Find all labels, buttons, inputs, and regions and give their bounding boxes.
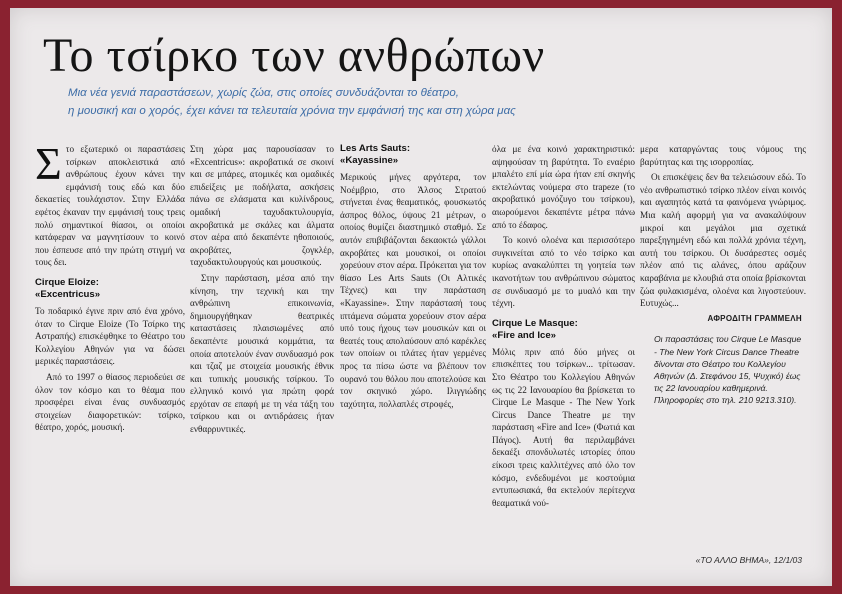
paragraph: Οι επισκέψεις δεν θα τελειώσουν εδώ. Το νέο ανθρωπιστικό τσίρκο πλέον είναι κοινός και αγαπητός κατά τα φαινόμενα γνώριμος. Μια καλή αφορμή για να ανακαλύψουν μικροί και μεγάλοι μια σχετικά παρεξηγημένη εδώ και πολλά χρόνια τέχνη, αυτή του τσίρκου. Οι δυσάρεστες οσμές πλέον από τις αλάνες, όπου αράζουν καραβάνια με κλουβιά στα οποία βρίσκονται ζώα φυλακισμένα, ολοένα και λιγοστεύουν. Ευτυχώς... [640, 172, 806, 309]
paragraph: Μόλις πριν από δύο μήνες οι επισκέπτες του τσίρκων... τρίτωσαν. Στο Θέατρο του Κολλεγίου Αθηνών ως τις 22 Ιανουαρίου θα βρίσκεται το Cirque Le Masque - The New York Circus Dance Theatre με την παράσταση «Fire and Ice» (Φωτιά και Πάγος). Αυτή θα περιλαμβάνει δεκαέξι σπονδυλωτές ιστορίες όπου είκοσι τρεις καλλιτέχνες από όλο τον κόσμο, ενδεδυμένοι με κοστούμια εντυπωσιακά, θα εκτελούν περίτεχνα θεαματικά νού- [492, 346, 635, 508]
paragraph: Μερικούς μήνες αργότερα, τον Νοέμβριο, στο Άλσος Στρατού στήνεται ένας θεαματικός, φουσκωτός άσπρος θόλος, ύψους 21 μέτρων, ο οποίος θυμίζει διαστημικό σταθμό. Σε αυτόν επιβιβάζονται δεκαοκτώ γάλλοι ακροβάτες και μουσικοί, οι οποίοι χορεύουν στον αέρα. Πρόκειται για τον θίασο Les Arts Sauts (Οι Αλτικές Τέχνες) και την παράσταση «Kayassine». Στην παράστασή τους ιπτάμενα σώματα χορεύουν στον αέρα υπό τους ήχους των μουσικών και οι θεατές τους απολαύσουν από καρέκλες των οποίων οι πλάτες ήταν γερμένες προς τα πίσω ώστε να βλέπουν τον ουρανό του θόλου που αποτελούσε και τον σκηνικό χώρο. Ιλιγγιώδης ταχύτητα, πολλαπλές στροφές, [340, 172, 486, 409]
paragraph: Στη χώρα μας παρουσίασαν το «Excentricus»: ακροβατικά σε σκοινί και σε μπάρες, ατομικές και ομαδικές επιδείξεις με ποδήλατα, ασκήσεις πάνω σε ελάσματα και κυλίνδρους, ομαδική ταχυδακτυλουργία, ακροβατικά με σκάλες και άλματα στον αέρα από δεκαπέντε ηθοποιούς, ακροβάτες, ζογκλέρ, ταχυδακτυλουργούς και μουσικούς. [190, 144, 334, 268]
column-1 [35, 143, 185, 563]
subtitle-line-2: η μουσική και ο χορός, έχει κάνει τα τελευταία χρόνια την εμφάνισή της και στη χώρα μας [68, 105, 516, 117]
column-2 [190, 143, 334, 563]
column-5 [640, 143, 806, 563]
section-heading-le-masque: Cirque Le Masque: «Fire and Ice» [492, 317, 578, 341]
column-3 [340, 143, 486, 563]
article-subtitle [68, 84, 628, 120]
paragraph: Από το 1997 ο θίασος περιοδεύει σε όλον τον κόσμο και το θέαμα που προσφέρει είναι ένας συνδυασμός στοιχείων διαφορετικών: τσίρκο, θέατρο, χορός, μουσική. [35, 371, 185, 433]
paragraph: Το ποδαρικό έγινε πριν από ένα χρόνο, όταν το Cirque Eloize (Το Τσίρκο της Αστραπής) επισκέφθηκε το Θέατρο του Κολλεγίου Αθηνών για να δώσει μερικές παραστάσεις. [35, 305, 185, 367]
drop-cap: Σ [35, 143, 62, 189]
newspaper-page [10, 8, 832, 586]
intro-paragraph: το εξωτερικό οι παραστάσεις τσίρκων αποκλειστικά από ανθρώπους έχουν κάνει την εμφάνισή τους εδώ και δύο δεκαετίες τουλάχιστον. Στην Ελλάδα εφέτος έκαναν την εμφάνισή τους τρεις πολύ σημαντικοί θίασοι, οι οποίοι κατάφεραν να μαγνητίσουν το κοινό που έσπευσε από την πρώτη στιγμή να τους δει. [35, 144, 185, 268]
info-caption: Οι παραστάσεις του Cirque Le Masque - The New York Circus Dance Theatre δίνονται στο Θέατρο του Κολλεγίου Αθηνών (Δ. Στεφάνου 15, Ψυχικό) έως τις 22 Ιανουαρίου καθημερινά. Πληροφορίες στο τηλ. 210 9213.310). [654, 334, 802, 406]
paragraph: όλα με ένα κοινό χαρακτηριστικό: αψηφούσαν τη βαρύτητα. Το εναέριο μπαλέτο επί μία ώρα ήταν επί σκηνής εκτελώντας νούμερα στο trapeze (το ακροβατικό μονόζυγο του τσίρκου), αιωρούμενοι δεκαπέντε μέτρα πάνω από το έδαφος. [492, 144, 635, 230]
author-byline: ΑΦΡΟΔΙΤΗ ΓΡΑΜΜΕΛΗ [707, 313, 802, 323]
section-heading-arts-sauts: Les Arts Sauts: «Kayassine» [340, 143, 411, 166]
subtitle-line-1: Μια νέα γενιά παραστάσεων, χωρίς ζώα, στις οποίες συνδυάζονται το θέατρο, [68, 87, 459, 99]
paragraph: Το κοινό ολοένα και περισσότερο συγκινείται από το νέο τσίρκο και κυρίως ανακαλύπτει τη γοητεία των ικανοτήτων του ανθρώπινου σώματος σε συνδυασμό με το μυαλό και την τέχνη. [492, 235, 635, 309]
paragraph: Στην παράσταση, μέσα από την κίνηση, την τεχνική και την ανθρώπινη επικοινωνία, δημιουργήθηκαν θεατρικές καταστάσεις πλαισιωμένες από δεκαπέντε μουσικά κομμάτια, τα οποία αποτελούν έναν συνδυασμό ροκ και τζαζ με στοιχεία μουσικής έθνικ και τυπικής μουσικής τσίρκου. Το ελληνικό κοινό για πρώτη φορά ερχόταν σε επαφή με τη νέα τάξη του τσίρκου και οι αντιδράσεις ήταν ενθαρρυντικές. [190, 272, 334, 435]
paragraph: μερα καταργώντας τους νόμους της βαρύτητας και της ισορροπίας. [640, 144, 806, 167]
section-heading-eloize: Cirque Eloize: «Excentricus» [35, 276, 101, 300]
source-credit: «ΤΟ ΑΛΛΟ ΒΗΜΑ», 12/1/03 [695, 555, 802, 565]
column-4 [492, 143, 635, 563]
article-title: Το τσίρκο των ανθρώπων [43, 29, 545, 82]
